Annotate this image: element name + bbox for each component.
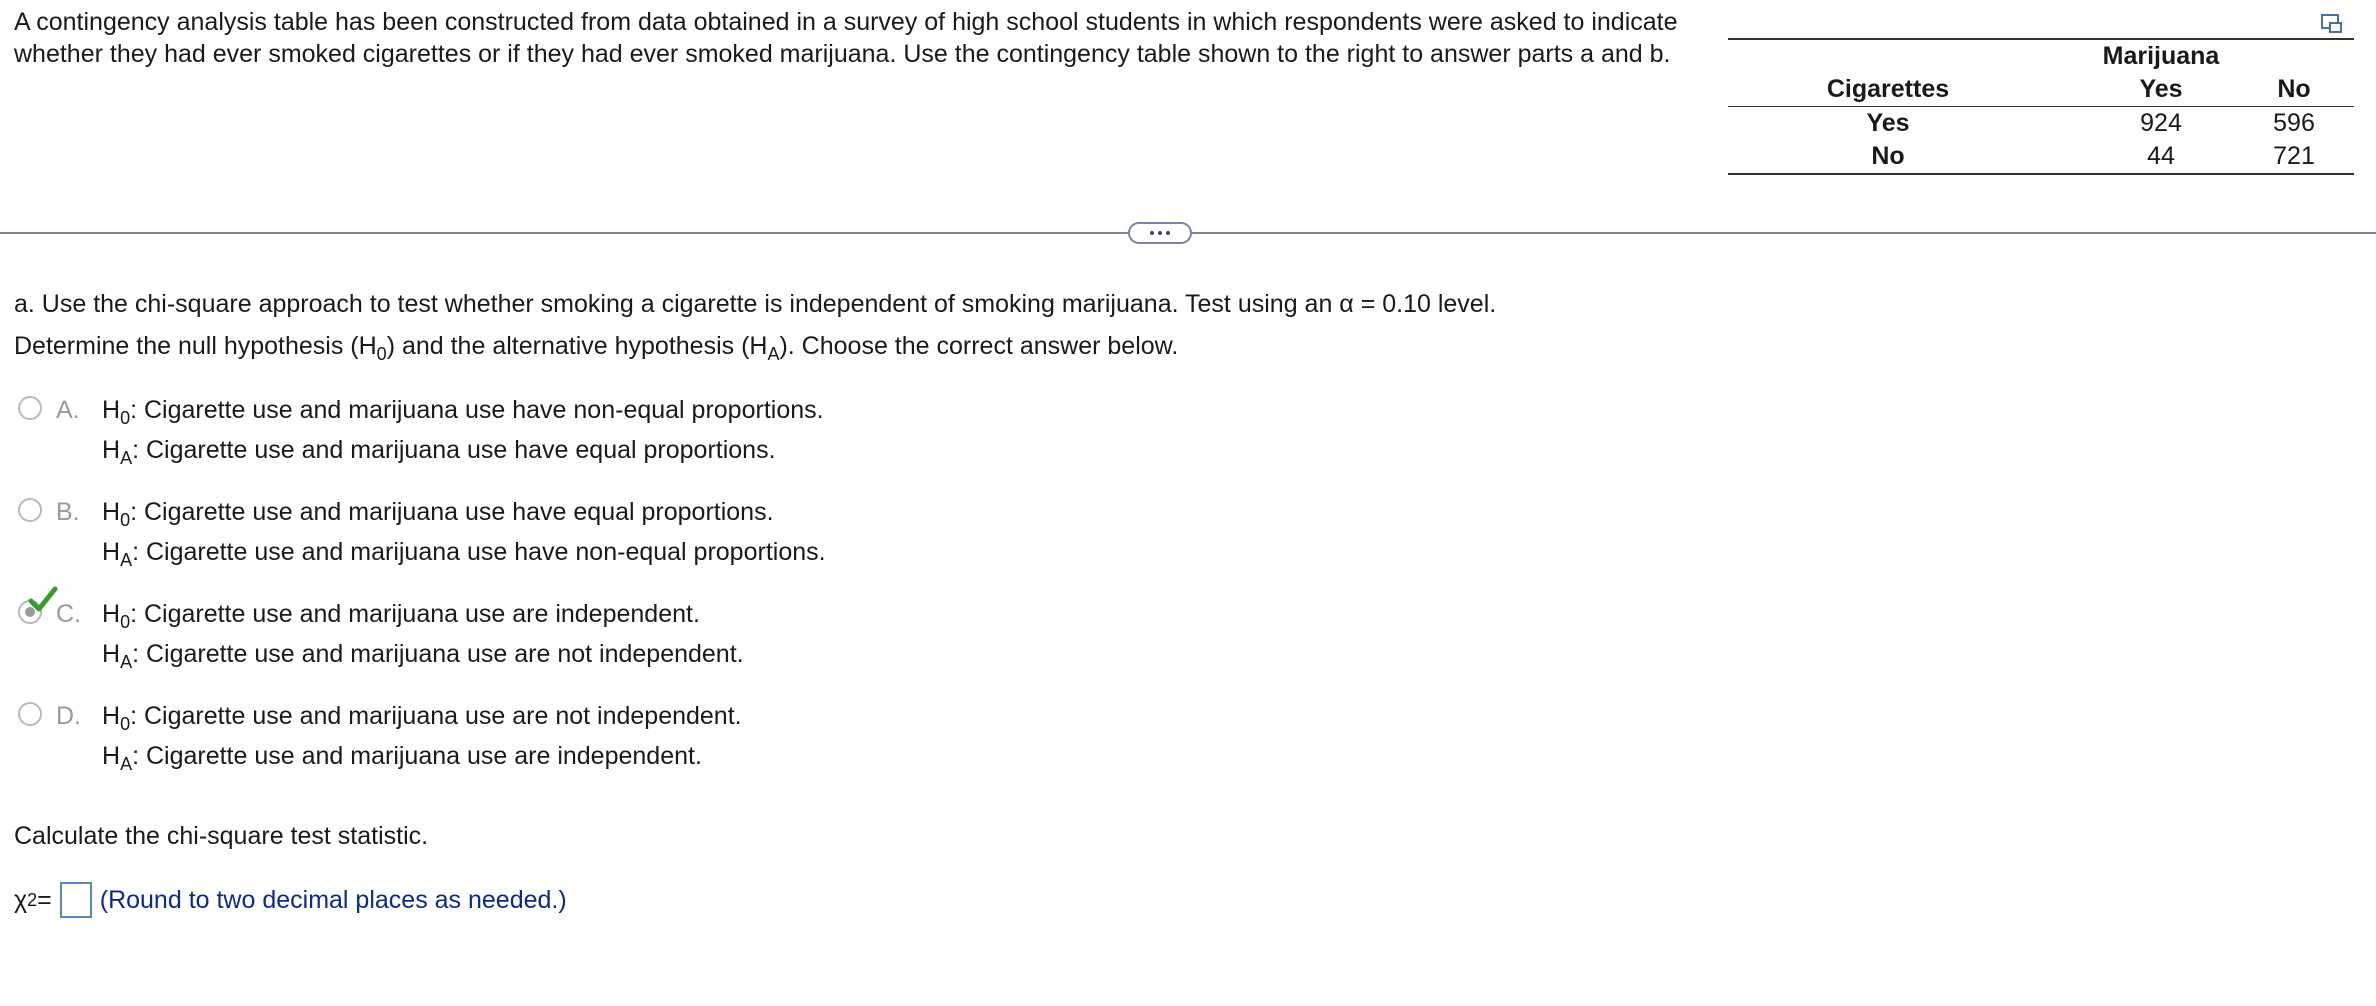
contingency-table bbox=[1728, 38, 2354, 175]
correct-check-icon bbox=[28, 586, 58, 614]
table-cell: 924 bbox=[2140, 109, 2182, 137]
chi-power: 2 bbox=[27, 890, 38, 910]
radio-option-a[interactable] bbox=[18, 396, 42, 420]
option-h0: $H_0$: Cigarette use and marijuana use have equal proportions. bbox=[102, 498, 774, 530]
dot-icon bbox=[1150, 231, 1154, 235]
table-col-yes: Yes bbox=[2139, 75, 2183, 103]
answer-row bbox=[14, 880, 567, 920]
chi-symbol: χ bbox=[14, 886, 28, 914]
alpha-value: α = 0.10 bbox=[1339, 290, 1431, 318]
hypothesis-prompt: Determine the null hypothesis $(H_0)$ and the alternative hypothesis $(H_A)$. Choose the correct answer below. bbox=[14, 332, 1179, 364]
option-ha: $H_A$: Cigarette use and marijuana use have non-equal proportions. bbox=[102, 538, 826, 570]
table-row-header: Cigarettes bbox=[1826, 75, 1950, 103]
table-cell: 44 bbox=[2088, 140, 2234, 174]
equals-sign: = bbox=[37, 886, 52, 914]
radio-option-d[interactable] bbox=[18, 702, 42, 726]
option-ha: $H_A$: Cigarette use and marijuana use are not independent. bbox=[102, 640, 744, 672]
more-options-button[interactable] bbox=[1128, 222, 1192, 244]
expand-table-icon[interactable] bbox=[2320, 12, 2344, 36]
dot-icon bbox=[1158, 231, 1162, 235]
calc-instruction: Calculate the chi-square test statistic. bbox=[14, 822, 429, 850]
option-h0: $H_0$: Cigarette use and marijuana use are independent. bbox=[102, 600, 700, 632]
table-col-group-header: Marijuana bbox=[2088, 39, 2234, 73]
table-row-label: Yes bbox=[1866, 109, 1910, 137]
option-ha: $H_A$: Cigarette use and marijuana use are independent. bbox=[102, 742, 702, 774]
option-h0: $H_0$: Cigarette use and marijuana use have non-equal proportions. bbox=[102, 396, 824, 428]
chi-square-input[interactable] bbox=[60, 882, 92, 918]
radio-option-b[interactable] bbox=[18, 498, 42, 522]
intro-text: A contingency analysis table has been constructed from data obtained in a survey of high school students in which respondents were asked to indicate whether they had ever smoked cigarettes or if they had ever smoked marijuana. Use the contingency table shown to the right to answer parts a and b. bbox=[14, 8, 1678, 68]
table-cell: 596 bbox=[2273, 109, 2315, 137]
option-h0: $H_0$: Cigarette use and marijuana use are not independent. bbox=[102, 702, 742, 734]
question-a: a. Use the chi-square approach to test whether smoking a cigarette is independent of smoking marijuana. Test using an α = 0.10 level. bbox=[14, 290, 1497, 318]
dot-icon bbox=[1166, 231, 1170, 235]
option-letter: D. bbox=[56, 702, 81, 730]
option-letter: C. bbox=[56, 600, 81, 628]
table-row-label: No bbox=[1728, 140, 2048, 174]
table-cell: 721 bbox=[2234, 140, 2354, 174]
option-ha: $H_A$: Cigarette use and marijuana use have equal proportions. bbox=[102, 436, 776, 468]
option-letter: B. bbox=[56, 498, 80, 526]
rounding-hint: (Round to two decimal places as needed.) bbox=[99, 886, 567, 914]
option-letter: A. bbox=[56, 396, 80, 424]
table-col-no: No bbox=[2277, 75, 2311, 103]
